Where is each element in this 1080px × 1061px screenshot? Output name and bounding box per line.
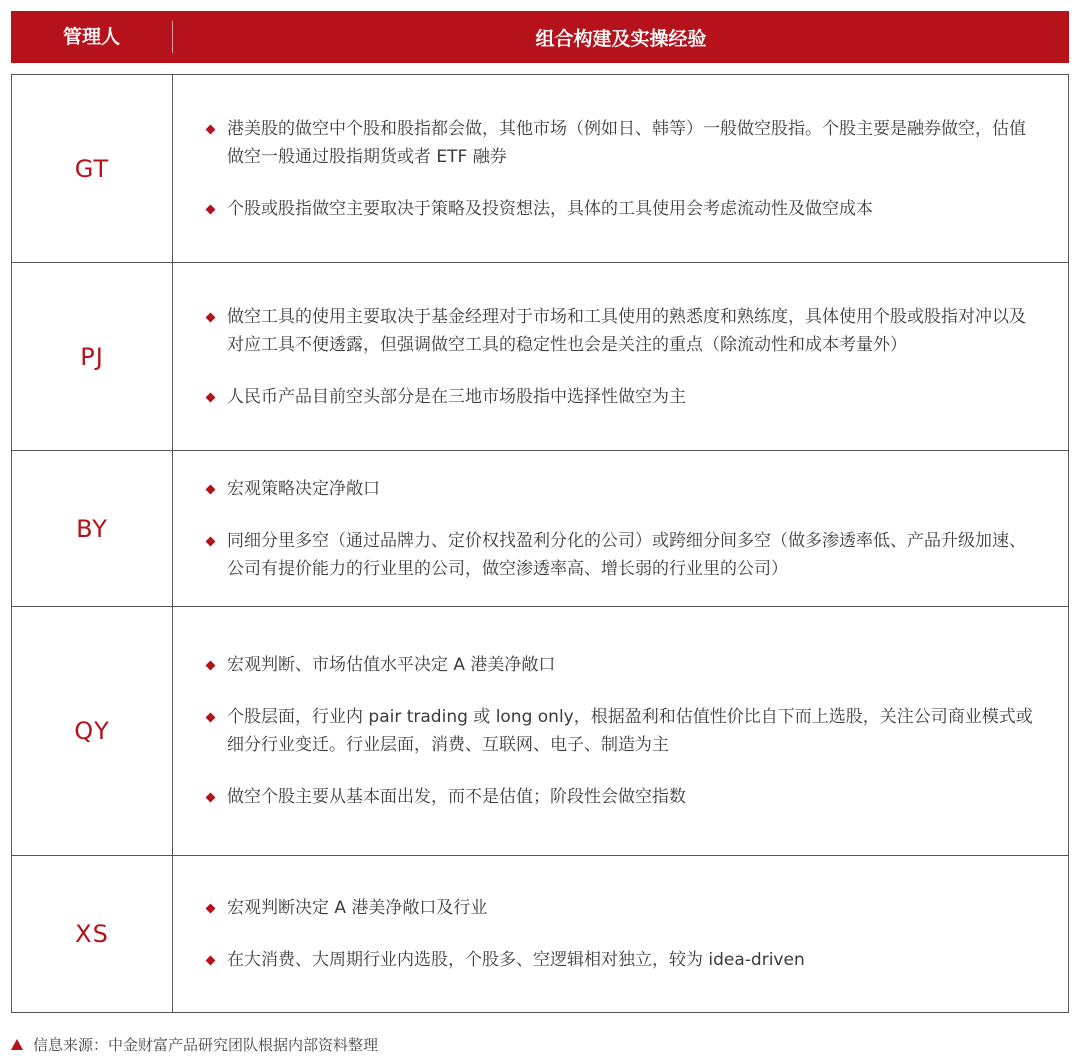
diamond-bullet-icon	[206, 713, 216, 723]
bullet-text: 个股或股指做空主要取决于策略及投资想法，具体的工具使用会考虑流动性及做空成本	[227, 198, 873, 219]
list-item	[205, 946, 1040, 974]
list-item	[205, 383, 1040, 411]
table-header	[11, 11, 1069, 63]
list-item	[205, 303, 1040, 359]
triangle-icon	[11, 1039, 23, 1050]
header-experience: 组合构建及实操经验	[535, 27, 707, 50]
bullet-text: 宏观判断决定 A 港美净敞口及行业	[227, 898, 488, 918]
header-manager: 管理人	[11, 21, 173, 53]
diamond-bullet-icon	[206, 904, 216, 914]
bullet-text: 港美股的做空中个股和股指都会做，其他市场（例如日、韩等）一般做空股指。个股主要是融券做空，估值做空一般通过股指期货或者 ETF 融券	[227, 118, 1026, 167]
list-item	[205, 894, 1040, 922]
table-row	[12, 263, 1069, 451]
source-text: 信息来源：中金财富产品研究团队根据内部资料整理	[33, 1035, 379, 1054]
manager-name: BY	[12, 451, 173, 607]
bullet-text: 宏观判断、市场估值水平决定 A 港美净敞口	[227, 655, 556, 675]
bullet-text: 宏观策略决定净敞口	[227, 478, 380, 499]
bullet-text: 做空工具的使用主要取决于基金经理对于市场和工具使用的熟悉度和熟练度，具体使用个股或股指对冲以及对应工具不便透露，但强调做空工具的稳定性也会是关注的重点（除流动性和成本考量外）	[227, 306, 1026, 355]
diamond-bullet-icon	[206, 124, 216, 134]
bullet-text: 个股层面，行业内 pair trading 或 long only，根据盈利和估值性价比自下而上选股，关注公司商业模式或细分行业变迁。行业层面，消费、互联网、电子、制造为主	[227, 707, 1033, 755]
diamond-bullet-icon	[206, 793, 216, 803]
table-row	[12, 856, 1069, 1013]
list-item	[205, 527, 1040, 583]
bullet-text: 在大消费、大周期行业内选股，个股多、空逻辑相对独立，较为 idea-driven	[227, 950, 805, 970]
list-item	[205, 475, 1040, 503]
bullet-text: 做空个股主要从基本面出发，而不是估值；阶段性会做空指数	[227, 787, 686, 807]
manager-name: XS	[12, 856, 173, 1013]
list-item	[205, 115, 1040, 171]
experience-cell	[173, 856, 1069, 1013]
diamond-bullet-icon	[206, 392, 216, 402]
bullet-text: 人民币产品目前空头部分是在三地市场股指中选择性做空为主	[227, 386, 686, 407]
diamond-bullet-icon	[206, 204, 216, 214]
experience-cell	[173, 75, 1069, 263]
experience-cell	[173, 451, 1069, 607]
diamond-bullet-icon	[206, 956, 216, 966]
experience-cell	[173, 607, 1069, 856]
table-row	[12, 451, 1069, 607]
diamond-bullet-icon	[206, 661, 216, 671]
list-item	[205, 651, 1040, 679]
manager-name: GT	[12, 75, 173, 263]
manager-name: QY	[12, 607, 173, 856]
table-row	[12, 75, 1069, 263]
diamond-bullet-icon	[206, 484, 216, 494]
source-note	[11, 1032, 378, 1056]
diamond-bullet-icon	[206, 312, 216, 322]
diamond-bullet-icon	[206, 536, 216, 546]
list-item	[205, 195, 1040, 223]
table-row	[12, 607, 1069, 856]
list-item	[205, 783, 1040, 811]
manager-table	[11, 74, 1069, 1013]
list-item	[205, 703, 1040, 759]
experience-cell	[173, 263, 1069, 451]
manager-name: PJ	[12, 263, 173, 451]
bullet-text: 同细分里多空（通过品牌力、定价权找盈利分化的公司）或跨细分间多空（做多渗透率低、产品升级加速、公司有提价能力的行业里的公司，做空渗透率高、增长弱的行业里的公司）	[227, 530, 1026, 579]
